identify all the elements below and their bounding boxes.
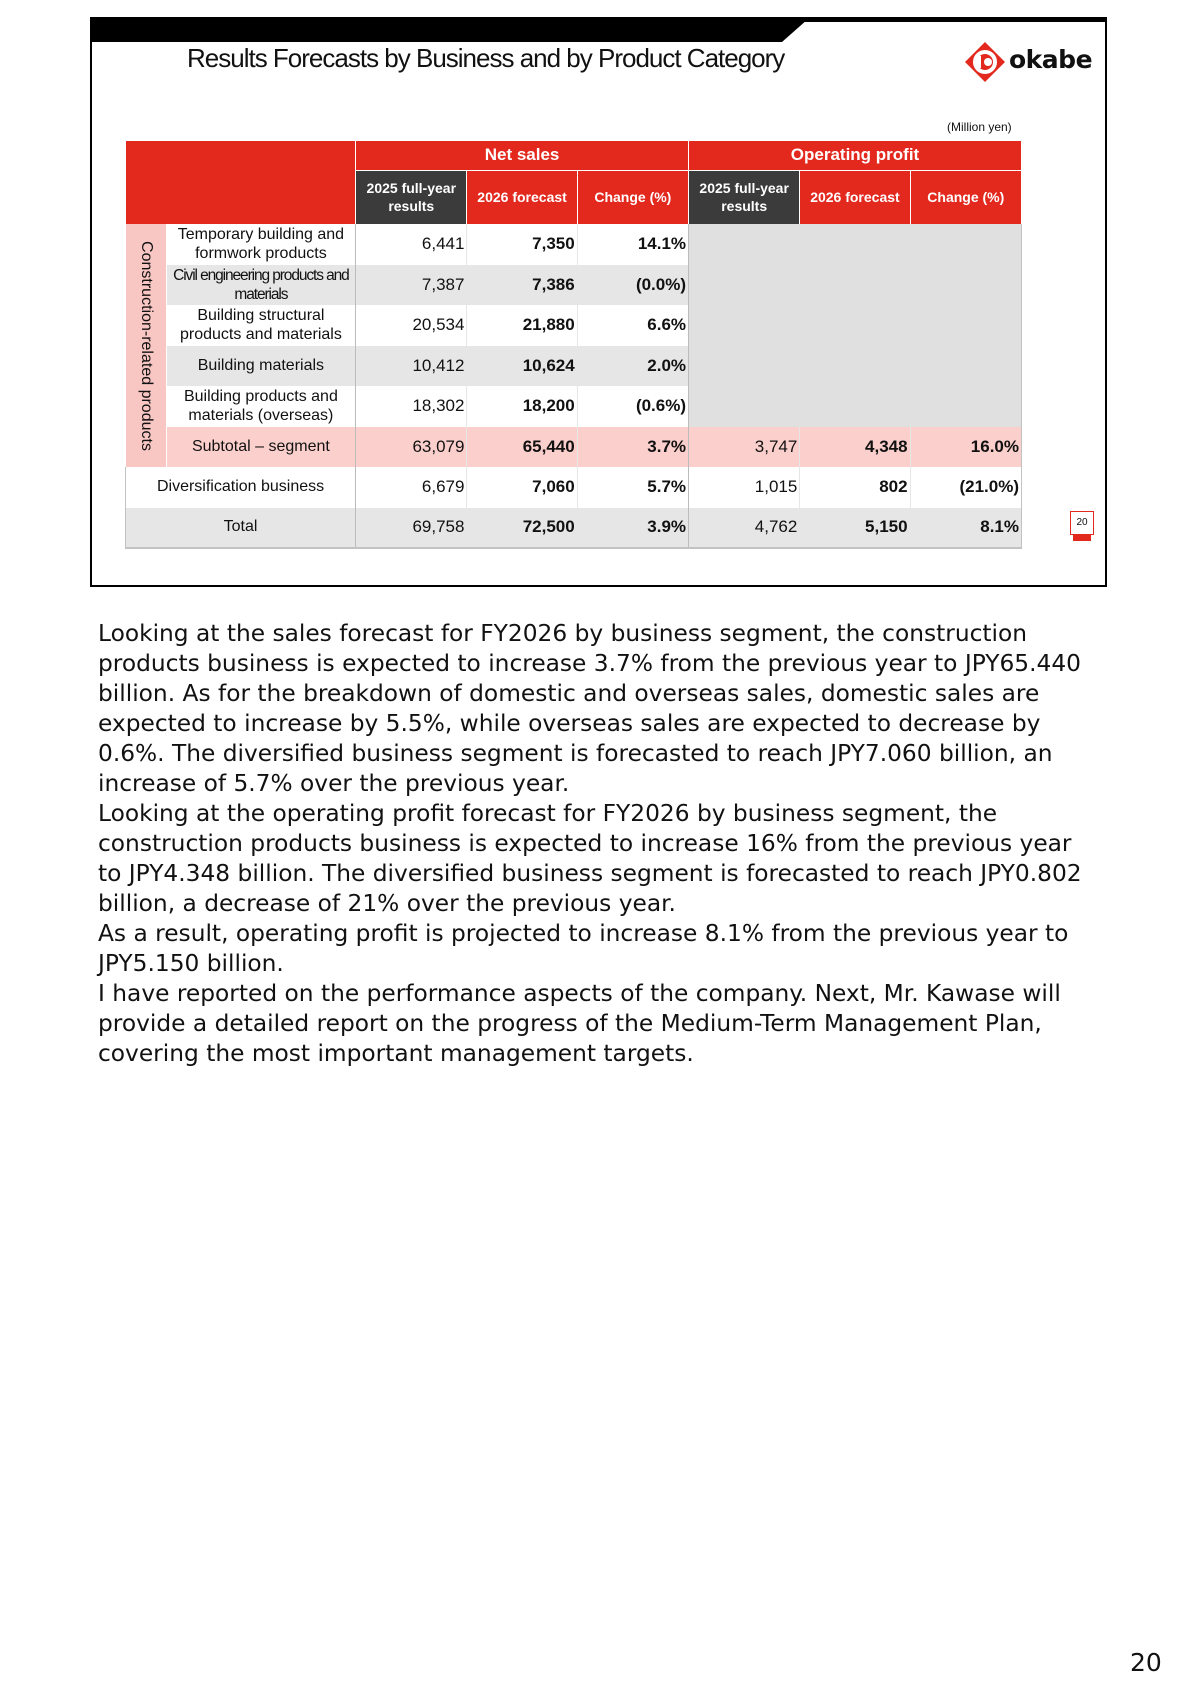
- ns-forecast-value: 7,350: [467, 224, 577, 265]
- slide-top-line: [782, 19, 1105, 22]
- okabe-logo-text: okabe: [1009, 45, 1093, 74]
- ns-forecast-value: 21,880: [467, 305, 577, 346]
- ns-change-header: Change (%): [577, 170, 688, 224]
- op-change-value: 16.0%: [910, 427, 1021, 468]
- ns-change-value: 3.7%: [577, 427, 688, 468]
- ns-change-value: 5.7%: [577, 467, 688, 508]
- segment-label: Construction-related products: [137, 240, 155, 451]
- slide-page-badge-bar: [1073, 535, 1091, 541]
- okabe-logo: [964, 41, 1093, 83]
- notes-paragraph: As a result, operating profit is projected to increase 8.1% from the previous year to JPY5.150 billion.: [98, 920, 1069, 977]
- ns-prev-value: 63,079: [356, 427, 467, 468]
- slide: [90, 17, 1107, 587]
- ns-forecast-value: 10,624: [467, 346, 577, 387]
- slide-page-badge: [1070, 511, 1094, 541]
- op-change-value: (21.0%): [910, 467, 1021, 508]
- op-change-value: 8.1%: [910, 508, 1021, 549]
- ns-forecast-value: 72,500: [467, 508, 577, 549]
- row-name: Diversification business: [126, 467, 356, 508]
- ns-prev-value: 10,412: [356, 346, 467, 387]
- ns-forecast-value: 7,060: [467, 467, 577, 508]
- segment-label-cell: [126, 224, 167, 467]
- ns-prev-value: 7,387: [356, 265, 467, 306]
- op-blank-area: [689, 224, 1022, 427]
- ns-prev-header: 2025 full-year results: [356, 170, 467, 224]
- net-sales-header: Net sales: [356, 141, 689, 170]
- slide-top-bar: [92, 19, 782, 42]
- op-forecast-value: 4,348: [800, 427, 910, 468]
- row-name: Subtotal – segment: [166, 427, 355, 468]
- row-name: Building structural products and materials: [166, 305, 355, 346]
- subtotal-row: [126, 427, 1022, 468]
- slide-title: Results Forecasts by Business and by Product Category: [187, 43, 785, 73]
- ns-prev-value: 18,302: [356, 386, 467, 427]
- forecast-table: [125, 141, 1022, 549]
- ns-forecast-value: 65,440: [467, 427, 577, 468]
- diversification-row: [126, 467, 1022, 508]
- notes-paragraph: I have reported on the performance aspects of the company. Next, Mr. Kawase will provide a detailed report on the progress of the Medium-Term Management Plan, covering the most important management targets.: [98, 980, 1061, 1067]
- op-forecast-header: 2026 forecast: [800, 170, 910, 224]
- ns-change-value: 2.0%: [577, 346, 688, 387]
- op-prev-header: 2025 full-year results: [689, 170, 800, 224]
- speaker-notes: [98, 619, 1098, 1069]
- operating-profit-header: Operating profit: [689, 141, 1022, 170]
- op-forecast-value: 5,150: [800, 508, 910, 549]
- page-number: 20: [1130, 1648, 1162, 1677]
- row-name: Temporary building and formwork products: [166, 224, 355, 265]
- op-prev-value: 4,762: [689, 508, 800, 549]
- op-prev-value: 1,015: [689, 467, 800, 508]
- ns-change-value: 14.1%: [577, 224, 688, 265]
- ns-change-value: (0.6%): [577, 386, 688, 427]
- total-row: [126, 508, 1022, 549]
- notes-paragraph: Looking at the operating profit forecast for FY2026 by business segment, the construction products business is expected to increase 16% from the previous year to JPY4.348 billion. The diversified business segment is forecasted to reach JPY0.802 billion, a decrease of 21% over the previous year.: [98, 800, 1082, 917]
- slide-page-badge-number: 20: [1070, 511, 1094, 535]
- ns-change-value: (0.0%): [577, 265, 688, 306]
- okabe-logo-mark-icon: [964, 41, 1006, 83]
- ns-forecast-value: 18,200: [467, 386, 577, 427]
- ns-prev-value: 20,534: [356, 305, 467, 346]
- row-name: Civil engineering products and materials: [166, 265, 355, 306]
- ns-prev-value: 6,679: [356, 467, 467, 508]
- row-name: Building products and materials (overseas): [166, 386, 355, 427]
- notes-paragraph: Looking at the sales forecast for FY2026 by business segment, the construction products business is expected to increase 3.7% from the previous year to JPY65.440 billion. As for the breakdown of domestic and overseas sales, domestic sales are expected to increase by 5.5%, while overseas sales are expected to decrease by 0.6%. The diversified business segment is forecasted to reach JPY7.060 billion, an increase of 5.7% over the previous year.: [98, 620, 1081, 797]
- row-name: Total: [126, 508, 356, 549]
- ns-forecast-value: 7,386: [467, 265, 577, 306]
- table-row: [126, 224, 1022, 265]
- op-forecast-value: 802: [800, 467, 910, 508]
- ns-forecast-header: 2026 forecast: [467, 170, 577, 224]
- row-name: Building materials: [166, 346, 355, 387]
- ns-prev-value: 6,441: [356, 224, 467, 265]
- ns-prev-value: 69,758: [356, 508, 467, 549]
- ns-change-value: 3.9%: [577, 508, 688, 549]
- table-corner: [126, 141, 356, 224]
- op-change-header: Change (%): [910, 170, 1021, 224]
- unit-label: (Million yen): [947, 120, 1012, 134]
- ns-change-value: 6.6%: [577, 305, 688, 346]
- op-prev-value: 3,747: [689, 427, 800, 468]
